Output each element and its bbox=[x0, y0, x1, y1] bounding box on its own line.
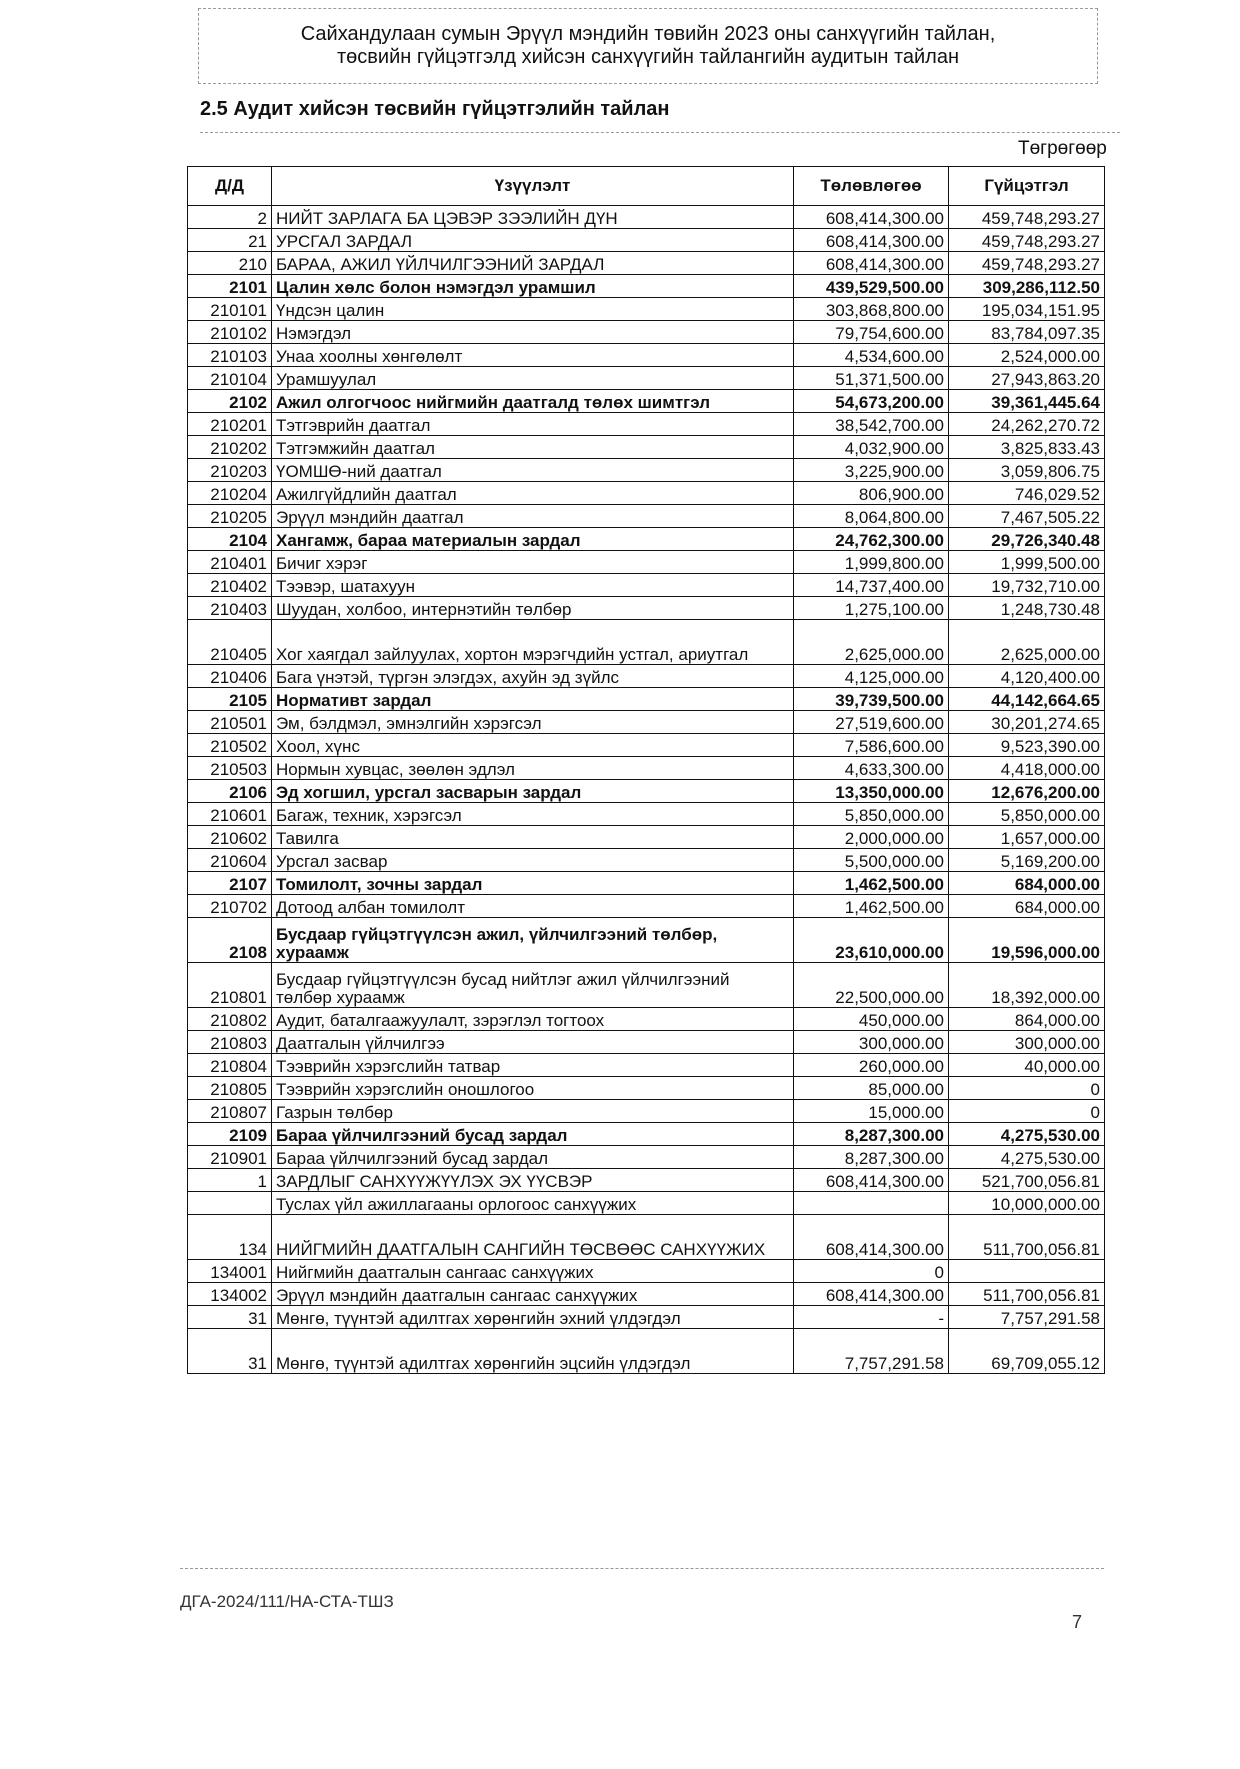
table-row bbox=[188, 1054, 1105, 1077]
row-code-cell: 210503 bbox=[188, 757, 272, 780]
row-name-cell: Хоол, хүнс bbox=[272, 734, 794, 757]
row-plan-cell: 13,350,000.00 bbox=[794, 780, 949, 803]
row-code-cell: 210901 bbox=[188, 1146, 272, 1169]
row-actual-cell: 0 bbox=[949, 1100, 1105, 1123]
row-name-cell: Бараа үйлчилгээний бусад зардал bbox=[272, 1146, 794, 1169]
row-code-cell: 31 bbox=[188, 1329, 272, 1374]
row-plan-cell: 23,610,000.00 bbox=[794, 918, 949, 963]
row-plan-cell: 608,414,300.00 bbox=[794, 206, 949, 229]
row-name-cell: УРСГАЛ ЗАРДАЛ bbox=[272, 229, 794, 252]
row-plan-cell: 5,500,000.00 bbox=[794, 849, 949, 872]
row-name-cell: Тавилга bbox=[272, 826, 794, 849]
table-row bbox=[188, 459, 1105, 482]
row-name-cell: Бараа үйлчилгээний бусад зардал bbox=[272, 1123, 794, 1146]
row-code-cell: 31 bbox=[188, 1306, 272, 1329]
row-plan-cell: 3,225,900.00 bbox=[794, 459, 949, 482]
row-code-cell: 21 bbox=[188, 229, 272, 252]
table-row bbox=[188, 711, 1105, 734]
row-name-cell: Эд хогшил, урсгал засварын зардал bbox=[272, 780, 794, 803]
table-row bbox=[188, 574, 1105, 597]
row-actual-cell: 864,000.00 bbox=[949, 1008, 1105, 1031]
row-name-cell: Бага үнэтэй, түргэн элэгдэх, ахуйн эд зүйлс bbox=[272, 665, 794, 688]
row-code-cell: 210804 bbox=[188, 1054, 272, 1077]
row-actual-cell: 2,524,000.00 bbox=[949, 344, 1105, 367]
row-name-cell: Цалин хөлс болон нэмэгдэл урамшил bbox=[272, 275, 794, 298]
table-row bbox=[188, 1123, 1105, 1146]
row-code-cell: 210601 bbox=[188, 803, 272, 826]
row-plan-cell: 1,999,800.00 bbox=[794, 551, 949, 574]
row-name-cell: Ажил олгогчоос нийгмийн даатгалд төлөх шимтгэл bbox=[272, 390, 794, 413]
row-code-cell: 210 bbox=[188, 252, 272, 275]
table-row bbox=[188, 1100, 1105, 1123]
table-row bbox=[188, 505, 1105, 528]
row-code-cell: 2101 bbox=[188, 275, 272, 298]
row-code-cell: 210802 bbox=[188, 1008, 272, 1031]
row-actual-cell: 44,142,664.65 bbox=[949, 688, 1105, 711]
row-name-cell: НИЙГМИЙН ДААТГАЛЫН САНГИЙН ТӨСВӨӨС САНХҮҮЖИХ bbox=[272, 1215, 794, 1260]
row-name-cell: Томилолт, зочны зардал bbox=[272, 872, 794, 895]
row-actual-cell: 29,726,340.48 bbox=[949, 528, 1105, 551]
row-actual-cell: 4,418,000.00 bbox=[949, 757, 1105, 780]
row-name-cell: Даатгалын үйлчилгээ bbox=[272, 1031, 794, 1054]
row-actual-cell: 39,361,445.64 bbox=[949, 390, 1105, 413]
col-header-actual: Гүйцэтгэл bbox=[949, 167, 1105, 206]
row-actual-cell: 459,748,293.27 bbox=[949, 206, 1105, 229]
row-actual-cell: 300,000.00 bbox=[949, 1031, 1105, 1054]
row-name-cell: Туслах үйл ажиллагааны орлогоос санхүүжих bbox=[272, 1192, 794, 1215]
table-row bbox=[188, 963, 1105, 1008]
row-actual-cell: 746,029.52 bbox=[949, 482, 1105, 505]
row-code-cell: 210805 bbox=[188, 1077, 272, 1100]
row-actual-cell: 40,000.00 bbox=[949, 1054, 1105, 1077]
row-plan-cell: 4,534,600.00 bbox=[794, 344, 949, 367]
row-code-cell bbox=[188, 1192, 272, 1215]
row-plan-cell bbox=[794, 1192, 949, 1215]
row-actual-cell: 5,169,200.00 bbox=[949, 849, 1105, 872]
row-actual-cell: 1,248,730.48 bbox=[949, 597, 1105, 620]
row-plan-cell: 27,519,600.00 bbox=[794, 711, 949, 734]
report-header-line1: Сайхандулаан сумын Эрүүл мэндийн төвийн 2023 оны санхүүгийн тайлан, bbox=[300, 23, 996, 45]
table-row bbox=[188, 275, 1105, 298]
row-code-cell: 210203 bbox=[188, 459, 272, 482]
table-row bbox=[188, 367, 1105, 390]
row-name-cell: Дотоод албан томилолт bbox=[272, 895, 794, 918]
table-row bbox=[188, 1260, 1105, 1283]
table-row bbox=[188, 803, 1105, 826]
row-code-cell: 210501 bbox=[188, 711, 272, 734]
row-name-cell: Тээвэр, шатахуун bbox=[272, 574, 794, 597]
table-row bbox=[188, 597, 1105, 620]
row-code-cell: 2107 bbox=[188, 872, 272, 895]
row-code-cell: 210201 bbox=[188, 413, 272, 436]
row-plan-cell: 1,462,500.00 bbox=[794, 872, 949, 895]
row-actual-cell: 7,757,291.58 bbox=[949, 1306, 1105, 1329]
page-number: 7 bbox=[1072, 1612, 1083, 1632]
row-code-cell: 210401 bbox=[188, 551, 272, 574]
row-actual-cell: 30,201,274.65 bbox=[949, 711, 1105, 734]
row-code-cell: 134002 bbox=[188, 1283, 272, 1306]
row-code-cell: 210602 bbox=[188, 826, 272, 849]
table-row bbox=[188, 551, 1105, 574]
row-plan-cell: 1,275,100.00 bbox=[794, 597, 949, 620]
row-name-cell: Унаа хоолны хөнгөлөлт bbox=[272, 344, 794, 367]
currency-unit: Төгрөгөөр bbox=[1018, 138, 1107, 159]
row-actual-cell: 27,943,863.20 bbox=[949, 367, 1105, 390]
row-actual-cell: 684,000.00 bbox=[949, 895, 1105, 918]
row-actual-cell: 459,748,293.27 bbox=[949, 229, 1105, 252]
row-plan-cell: 2,625,000.00 bbox=[794, 620, 949, 665]
table-row bbox=[188, 1008, 1105, 1031]
col-header-code: Д/Д bbox=[188, 167, 272, 206]
row-name-cell: Газрын төлбөр bbox=[272, 1100, 794, 1123]
row-name-cell: Шуудан, холбоо, интернэтийн төлбөр bbox=[272, 597, 794, 620]
row-actual-cell: 7,467,505.22 bbox=[949, 505, 1105, 528]
row-name-cell: Тэтгэврийн даатгал bbox=[272, 413, 794, 436]
row-plan-cell: 5,850,000.00 bbox=[794, 803, 949, 826]
row-plan-cell: 79,754,600.00 bbox=[794, 321, 949, 344]
row-plan-cell: 806,900.00 bbox=[794, 482, 949, 505]
row-plan-cell: 608,414,300.00 bbox=[794, 1283, 949, 1306]
row-actual-cell: 511,700,056.81 bbox=[949, 1215, 1105, 1260]
row-actual-cell: 69,709,055.12 bbox=[949, 1329, 1105, 1374]
row-name-cell: Бичиг хэрэг bbox=[272, 551, 794, 574]
row-plan-cell: - bbox=[794, 1306, 949, 1329]
row-actual-cell: 4,275,530.00 bbox=[949, 1146, 1105, 1169]
row-name-cell: Нормативт зардал bbox=[272, 688, 794, 711]
table-row bbox=[188, 1215, 1105, 1260]
table-row bbox=[188, 1306, 1105, 1329]
table-row bbox=[188, 872, 1105, 895]
row-name-cell: НИЙТ ЗАРЛАГА БА ЦЭВЭР ЗЭЭЛИЙН ДҮН bbox=[272, 206, 794, 229]
table-row bbox=[188, 620, 1105, 665]
row-actual-cell: 3,825,833.43 bbox=[949, 436, 1105, 459]
row-actual-cell: 1,999,500.00 bbox=[949, 551, 1105, 574]
section-title: 2.5 Аудит хийсэн төсвийн гүйцэтгэлийн тайлан bbox=[200, 98, 670, 120]
row-name-cell: ЗАРДЛЫГ САНХҮҮЖҮҮЛЭХ ЭХ ҮҮСВЭР bbox=[272, 1169, 794, 1192]
row-code-cell: 210101 bbox=[188, 298, 272, 321]
row-plan-cell: 2,000,000.00 bbox=[794, 826, 949, 849]
row-name-cell: Хог хаягдал зайлуулах, хортон мэрэгчдийн устгал, ариутгал bbox=[272, 620, 794, 665]
row-plan-cell: 4,125,000.00 bbox=[794, 665, 949, 688]
row-code-cell: 210204 bbox=[188, 482, 272, 505]
row-code-cell: 1 bbox=[188, 1169, 272, 1192]
row-code-cell: 2104 bbox=[188, 528, 272, 551]
row-code-cell: 2109 bbox=[188, 1123, 272, 1146]
row-plan-cell: 7,586,600.00 bbox=[794, 734, 949, 757]
row-code-cell: 2108 bbox=[188, 918, 272, 963]
row-actual-cell: 18,392,000.00 bbox=[949, 963, 1105, 1008]
row-actual-cell: 4,275,530.00 bbox=[949, 1123, 1105, 1146]
table-row bbox=[188, 1329, 1105, 1374]
row-plan-cell: 303,868,800.00 bbox=[794, 298, 949, 321]
document-code: ДГА-2024/111/НА-СТА-ТШЗ bbox=[180, 1592, 394, 1611]
row-actual-cell: 24,262,270.72 bbox=[949, 413, 1105, 436]
row-plan-cell: 22,500,000.00 bbox=[794, 963, 949, 1008]
table-row bbox=[188, 436, 1105, 459]
table-row bbox=[188, 321, 1105, 344]
row-name-cell: Эрүүл мэндийн даатгал bbox=[272, 505, 794, 528]
table-row bbox=[188, 734, 1105, 757]
row-actual-cell: 10,000,000.00 bbox=[949, 1192, 1105, 1215]
row-plan-cell: 38,542,700.00 bbox=[794, 413, 949, 436]
row-plan-cell: 608,414,300.00 bbox=[794, 1169, 949, 1192]
row-code-cell: 210103 bbox=[188, 344, 272, 367]
table-row bbox=[188, 206, 1105, 229]
table-row bbox=[188, 528, 1105, 551]
col-header-name: Үзүүлэлт bbox=[272, 167, 794, 206]
row-name-cell: Урамшуулал bbox=[272, 367, 794, 390]
row-plan-cell: 300,000.00 bbox=[794, 1031, 949, 1054]
row-name-cell: Урсгал засвар bbox=[272, 849, 794, 872]
row-code-cell: 210405 bbox=[188, 620, 272, 665]
row-plan-cell: 1,462,500.00 bbox=[794, 895, 949, 918]
footer-divider bbox=[180, 1568, 1104, 1569]
row-code-cell: 2102 bbox=[188, 390, 272, 413]
row-actual-cell: 684,000.00 bbox=[949, 872, 1105, 895]
table-row bbox=[188, 482, 1105, 505]
row-name-cell: Мөнгө, түүнтэй адилтгах хөрөнгийн эцсийн үлдэгдэл bbox=[272, 1329, 794, 1374]
row-actual-cell: 511,700,056.81 bbox=[949, 1283, 1105, 1306]
row-name-cell: Эрүүл мэндийн даатгалын сангаас санхүүжих bbox=[272, 1283, 794, 1306]
row-actual-cell: 521,700,056.81 bbox=[949, 1169, 1105, 1192]
row-plan-cell: 14,737,400.00 bbox=[794, 574, 949, 597]
table-row bbox=[188, 1192, 1105, 1215]
row-actual-cell: 2,625,000.00 bbox=[949, 620, 1105, 665]
row-name-cell: Тээврийн хэрэгслийн татвар bbox=[272, 1054, 794, 1077]
title-divider bbox=[200, 132, 1120, 133]
row-name-cell: Бусдаар гүйцэтгүүлсэн бусад нийтлэг ажил үйлчилгээний төлбөр хураамж bbox=[272, 963, 794, 1008]
table-row bbox=[188, 390, 1105, 413]
row-name-cell: Багаж, техник, хэрэгсэл bbox=[272, 803, 794, 826]
row-name-cell: Тэтгэмжийн даатгал bbox=[272, 436, 794, 459]
table-row bbox=[188, 229, 1105, 252]
row-code-cell: 2 bbox=[188, 206, 272, 229]
report-header-line2: төсвийн гүйцэтгэлд хийсэн санхүүгийн тайлангийн аудитын тайлан bbox=[336, 46, 960, 68]
row-name-cell: Нэмэгдэл bbox=[272, 321, 794, 344]
row-actual-cell: 12,676,200.00 bbox=[949, 780, 1105, 803]
row-actual-cell: 195,034,151.95 bbox=[949, 298, 1105, 321]
row-actual-cell: 0 bbox=[949, 1077, 1105, 1100]
row-code-cell: 210202 bbox=[188, 436, 272, 459]
row-actual-cell: 3,059,806.75 bbox=[949, 459, 1105, 482]
row-code-cell: 210807 bbox=[188, 1100, 272, 1123]
row-name-cell: Нийгмийн даатгалын сангаас санхүүжих bbox=[272, 1260, 794, 1283]
row-code-cell: 210104 bbox=[188, 367, 272, 390]
row-name-cell: Мөнгө, түүнтэй адилтгах хөрөнгийн эхний үлдэгдэл bbox=[272, 1306, 794, 1329]
row-plan-cell: 24,762,300.00 bbox=[794, 528, 949, 551]
row-actual-cell: 1,657,000.00 bbox=[949, 826, 1105, 849]
row-actual-cell: 83,784,097.35 bbox=[949, 321, 1105, 344]
row-actual-cell: 5,850,000.00 bbox=[949, 803, 1105, 826]
table-row bbox=[188, 1169, 1105, 1192]
row-plan-cell: 51,371,500.00 bbox=[794, 367, 949, 390]
row-plan-cell: 7,757,291.58 bbox=[794, 1329, 949, 1374]
row-code-cell: 210403 bbox=[188, 597, 272, 620]
row-name-cell: Үндсэн цалин bbox=[272, 298, 794, 321]
row-code-cell: 210205 bbox=[188, 505, 272, 528]
table-row bbox=[188, 849, 1105, 872]
row-name-cell: Бусдаар гүйцэтгүүлсэн ажил, үйлчилгээний төлбөр, хураамж bbox=[272, 918, 794, 963]
row-code-cell: 210801 bbox=[188, 963, 272, 1008]
table-row bbox=[188, 826, 1105, 849]
row-plan-cell: 260,000.00 bbox=[794, 1054, 949, 1077]
row-actual-cell: 4,120,400.00 bbox=[949, 665, 1105, 688]
row-plan-cell: 54,673,200.00 bbox=[794, 390, 949, 413]
table-row bbox=[188, 918, 1105, 963]
row-code-cell: 210502 bbox=[188, 734, 272, 757]
table-row bbox=[188, 344, 1105, 367]
row-name-cell: БАРАА, АЖИЛ ҮЙЛЧИЛГЭЭНИЙ ЗАРДАЛ bbox=[272, 252, 794, 275]
row-plan-cell: 608,414,300.00 bbox=[794, 252, 949, 275]
table-row bbox=[188, 895, 1105, 918]
row-plan-cell: 39,739,500.00 bbox=[794, 688, 949, 711]
table-row bbox=[188, 688, 1105, 711]
row-actual-cell: 459,748,293.27 bbox=[949, 252, 1105, 275]
table-row bbox=[188, 1031, 1105, 1054]
row-code-cell: 210803 bbox=[188, 1031, 272, 1054]
budget-execution-table bbox=[187, 166, 1105, 1374]
table-header-row bbox=[188, 167, 1105, 206]
row-plan-cell: 450,000.00 bbox=[794, 1008, 949, 1031]
row-code-cell: 134 bbox=[188, 1215, 272, 1260]
table-row bbox=[188, 1283, 1105, 1306]
row-plan-cell: 4,633,300.00 bbox=[794, 757, 949, 780]
row-actual-cell: 19,596,000.00 bbox=[949, 918, 1105, 963]
row-name-cell: Тээврийн хэрэгслийн оношлогоо bbox=[272, 1077, 794, 1100]
table-row bbox=[188, 413, 1105, 436]
row-actual-cell bbox=[949, 1260, 1105, 1283]
row-code-cell: 2105 bbox=[188, 688, 272, 711]
row-name-cell: ҮОМШӨ-ний даатгал bbox=[272, 459, 794, 482]
row-name-cell: Эм, бэлдмэл, эмнэлгийн хэрэгсэл bbox=[272, 711, 794, 734]
table-row bbox=[188, 1146, 1105, 1169]
row-plan-cell: 8,064,800.00 bbox=[794, 505, 949, 528]
table-row bbox=[188, 1077, 1105, 1100]
table-row bbox=[188, 757, 1105, 780]
col-header-plan: Төлөвлөгөө bbox=[794, 167, 949, 206]
row-code-cell: 210406 bbox=[188, 665, 272, 688]
row-plan-cell: 15,000.00 bbox=[794, 1100, 949, 1123]
table-row bbox=[188, 252, 1105, 275]
row-plan-cell: 85,000.00 bbox=[794, 1077, 949, 1100]
row-actual-cell: 9,523,390.00 bbox=[949, 734, 1105, 757]
row-code-cell: 210102 bbox=[188, 321, 272, 344]
row-plan-cell: 4,032,900.00 bbox=[794, 436, 949, 459]
table-row bbox=[188, 665, 1105, 688]
row-plan-cell: 439,529,500.00 bbox=[794, 275, 949, 298]
row-name-cell: Ажилгүйдлийн даатгал bbox=[272, 482, 794, 505]
row-plan-cell: 608,414,300.00 bbox=[794, 1215, 949, 1260]
table-row bbox=[188, 780, 1105, 803]
row-code-cell: 2106 bbox=[188, 780, 272, 803]
table-row bbox=[188, 298, 1105, 321]
row-plan-cell: 8,287,300.00 bbox=[794, 1123, 949, 1146]
row-plan-cell: 608,414,300.00 bbox=[794, 229, 949, 252]
row-code-cell: 210402 bbox=[188, 574, 272, 597]
row-name-cell: Хангамж, бараа материалын зардал bbox=[272, 528, 794, 551]
row-name-cell: Нормын хувцас, зөөлөн эдлэл bbox=[272, 757, 794, 780]
row-actual-cell: 19,732,710.00 bbox=[949, 574, 1105, 597]
row-plan-cell: 8,287,300.00 bbox=[794, 1146, 949, 1169]
row-plan-cell: 0 bbox=[794, 1260, 949, 1283]
row-code-cell: 134001 bbox=[188, 1260, 272, 1283]
row-name-cell: Аудит, баталгаажуулалт, зэрэглэл тогтоох bbox=[272, 1008, 794, 1031]
row-code-cell: 210604 bbox=[188, 849, 272, 872]
row-code-cell: 210702 bbox=[188, 895, 272, 918]
row-actual-cell: 309,286,112.50 bbox=[949, 275, 1105, 298]
